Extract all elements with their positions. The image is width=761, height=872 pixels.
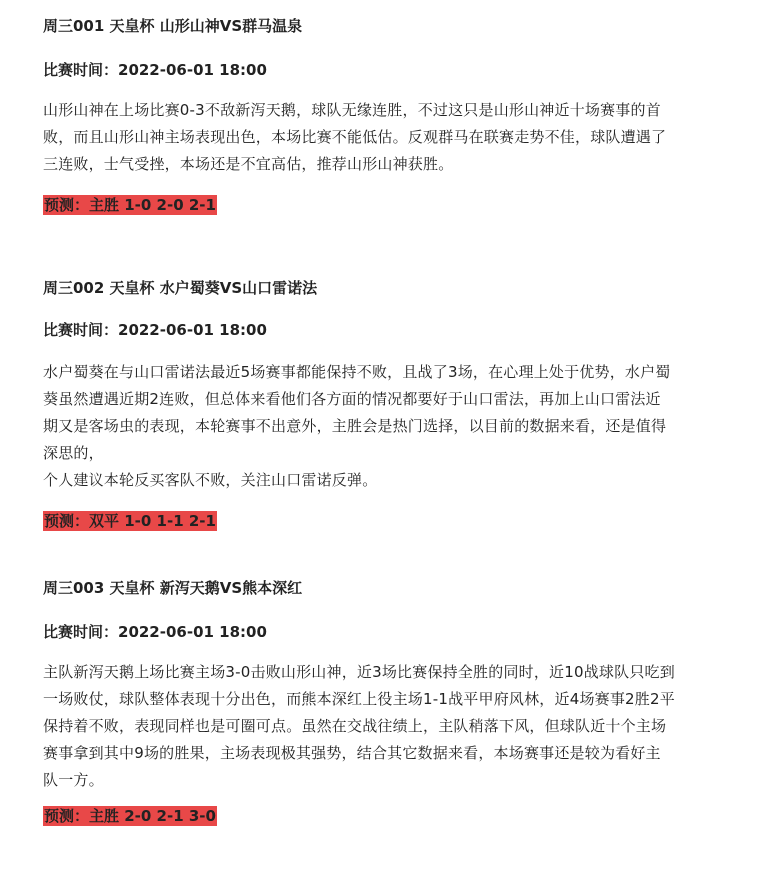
prediction-highlight: 预测：主胜 2-0 2-1 3-0	[44, 807, 216, 825]
match-title: 周三003 天皇杯 新泻天鹅VS熊本深红	[43, 579, 303, 597]
analysis-line: 队一方。	[43, 771, 104, 789]
analysis-line: 葵虽然遭遇近期2连败，但总体来看他们各方面的情况都要好于山口雷法，再加上山口雷法近	[43, 390, 661, 408]
analysis-line: 三连败，士气受挫，本场还是不宜高估，推荐山形山神获胜。	[43, 155, 454, 173]
analysis-line: 深思的，	[43, 444, 104, 462]
match-time: 比赛时间：2022-06-01 18:00	[43, 321, 267, 339]
analysis-line: 个人建议本轮反买客队不败，关注山口雷诺反弹。	[43, 471, 378, 489]
analysis-line: 主队新泻天鹅上场比赛主场3-0击败山形山神，近3场比赛保持全胜的同时，近10战球队只吃到	[43, 663, 675, 681]
analysis-line: 期又是客场虫的表现，本轮赛事不出意外，主胜会是热门选择，以目前的数据来看，还是值得	[43, 417, 667, 435]
analysis-line: 赛事拿到其中9场的胜果，主场表现极其强势，结合其它数据来看，本场赛事还是较为看好主	[43, 744, 661, 762]
analysis-line: 山形山神在上场比赛0-3不敌新泻天鹅，球队无缘连胜，不过这只是山形山神近十场赛事的首	[43, 101, 661, 119]
prediction-row	[43, 806, 217, 826]
prediction-highlight: 预测：双平 1-0 1-1 2-1	[44, 512, 216, 530]
match-title: 周三001 天皇杯 山形山神VS群马温泉	[43, 17, 303, 35]
match-time: 比赛时间：2022-06-01 18:00	[43, 623, 267, 641]
match-analysis	[43, 359, 671, 494]
analysis-line: 水户蜀葵在与山口雷诺法最近5场赛事都能保持不败，且战了3场，在心理上处于优势，水户蜀	[43, 363, 671, 381]
match-title: 周三002 天皇杯 水户蜀葵VS山口雷诺法	[43, 279, 318, 297]
prediction-row	[43, 511, 217, 531]
analysis-line: 败，而且山形山神主场表现出色，本场比赛不能低估。反观群马在联赛走势不佳，球队遭遇了	[43, 128, 667, 146]
prediction-highlight: 预测：主胜 1-0 2-0 2-1	[44, 196, 216, 214]
analysis-line: 保持着不败，表现同样也是可圈可点。虽然在交战往绩上，主队稍落下风，但球队近十个主场	[43, 717, 667, 735]
match-time: 比赛时间：2022-06-01 18:00	[43, 61, 267, 79]
match-analysis	[43, 659, 675, 794]
match-analysis	[43, 97, 666, 178]
prediction-row	[43, 195, 217, 215]
analysis-line: 一场败仗，球队整体表现十分出色，而熊本深红上役主场1-1战平甲府风林，近4场赛事2胜2平	[43, 690, 675, 708]
